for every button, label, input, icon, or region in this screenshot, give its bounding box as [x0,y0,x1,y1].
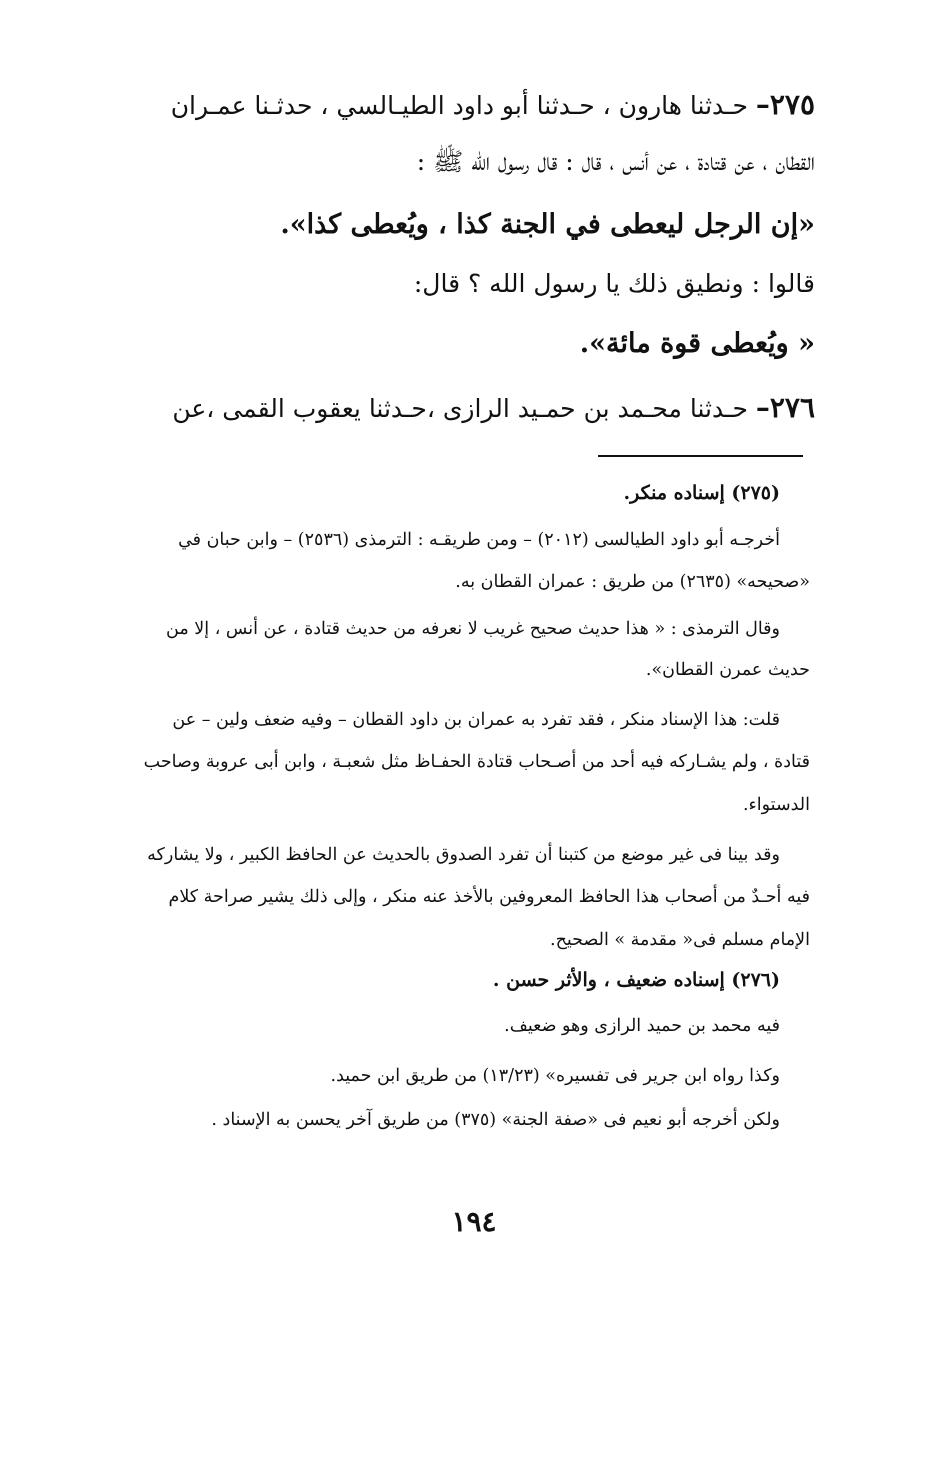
footnote-separator [598,455,803,457]
hadith-276-line-1 [172,391,815,426]
hadith-275-line-1 [171,88,815,123]
hadith-275-line-3: قالوا : ونطيق ذلك يا رسول الله ؟ قال: [413,269,815,298]
footnote-275-text: الإمام مسلم فى« مقدمة » الصحيح. [550,930,810,950]
hadith-275-quote-2: « ويُعطى قوة مائة». [579,328,815,359]
footnote-275-text: وقد بينا فى غير موضع من كتبنا أن تفرد الصدوق بالحديث عن الحافظ الكبير ، ولا يشاركه [147,845,780,865]
footnote-276-text: فيه محمد بن حميد الرازى وهو ضعيف. [504,1016,780,1036]
hadith-275-number: ٢٧٥– [755,88,815,121]
page-number: ١٩٤ [451,1205,497,1238]
footnote-276-text: ولكن أخرجه أبو نعيم فى «صفة الجنة» (٣٧٥) من طريق آخر يحسن به الإسناد . [211,1110,780,1130]
hadith-276-chain: حـدثنا محـمد بن حمـيد الرازى ،حـدثنا يعقوب القمى ،عن [172,394,748,423]
footnote-275-text: حديث عمرن القطان». [645,660,810,680]
footnote-275-text: وقال الترمذى : « هذا حديث صحيح غريب لا نعرفه من حديث قتادة ، عن أنس ، إلا من [166,619,780,639]
hadith-275-chain: حـدثنا هارون ، حـدثنا أبو داود الطيـالسي ، حدثـنا عمـران [170,91,748,120]
footnote-275-text: الدستواء. [742,795,810,815]
footnote-275-text: فيه أحـدٌ من أصحاب هذا الحافظ المعروفين بالأخذ عنه منكر ، وإلى ذلك يشير صراحة كلام [168,887,810,907]
footnote-275-heading: (٢٧٥) إسناده منكر. [623,482,780,504]
hadith-275-quote-1: «إن الرجل ليعطى في الجنة كذا ، ويُعطى كذا». [280,209,815,240]
footnote-275-text: قلت: هذا الإسناد منكر ، فقد تفرد به عمران بن داود القطان – وفيه ضعف ولين – عن [172,710,780,730]
footnote-276-heading: (٢٧٦) إسناده ضعيف ، والأثر حسن . [492,969,780,991]
footnote-275-text: قتادة ، ولم يشـاركه فيه أحد من أصـحاب قتادة الحفـاظ مثل شعبـة ، وابن أبى عروبة وصاحب [143,752,810,772]
footnote-275-text: أخرجـه أبو داود الطيالسى (٢٠١٢) – ومن طريقـه : الترمذى (٢٥٣٦) – وابن حبان في [178,530,780,550]
footnote-276-text: وكذا رواه ابن جرير فى تفسيره» (١٣/٢٣) من طريق ابن حميد. [330,1066,780,1086]
footnote-275-text: «صحيحه» (٢٦٣٥) من طريق : عمران القطان به. [455,572,810,592]
hadith-276-number: ٢٧٦– [755,391,815,424]
hadith-275-line-2: القطان ، عن قتادة ، عن أنس ، قال : قال رسول الله ﷺ : [416,147,815,176]
